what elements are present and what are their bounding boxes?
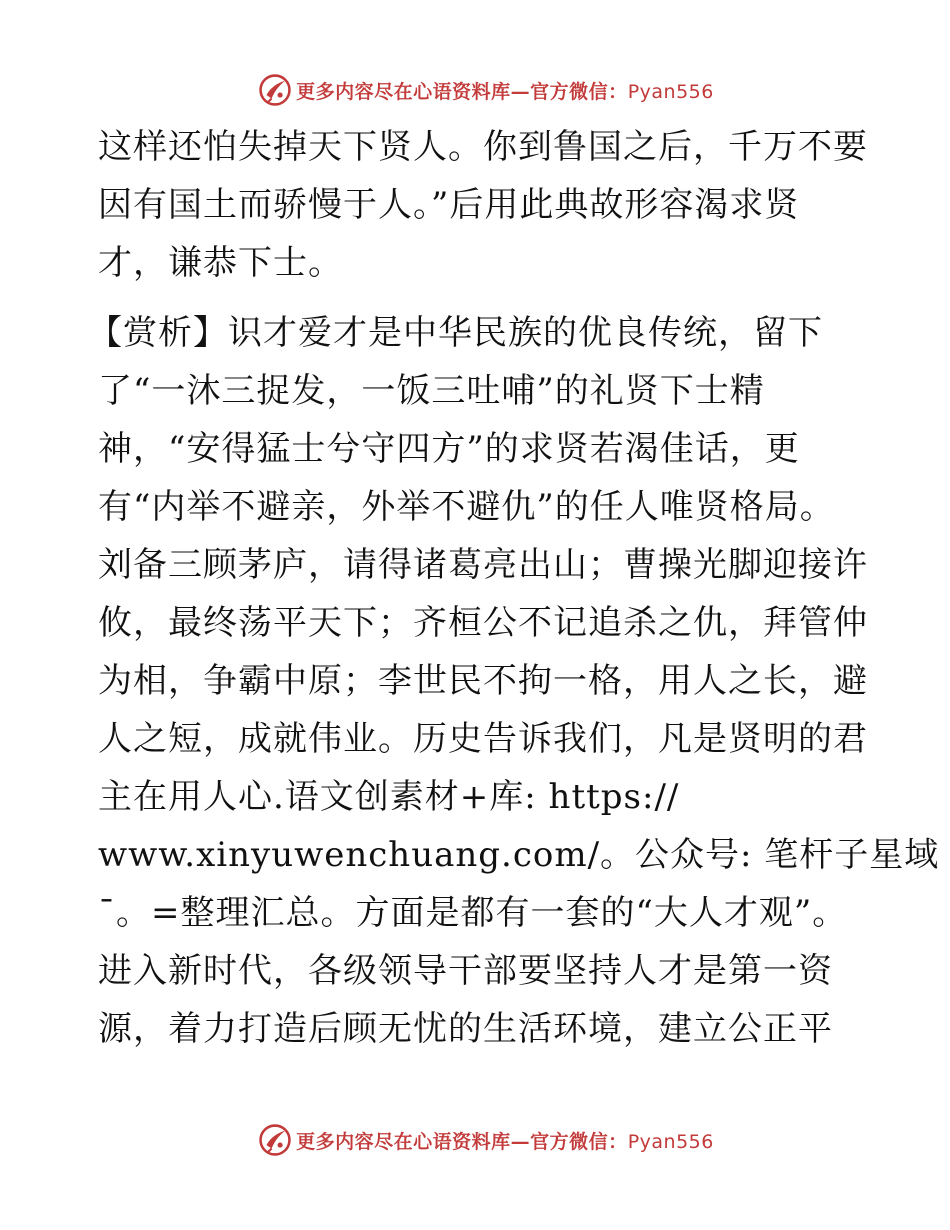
footer-banner (0, 1120, 950, 1160)
text-line: 刘备三顾茅庐，请得诸葛亮出山；曹操光脚迎接许 (98, 545, 868, 585)
text-line: www.xinyuwenchuang.com/。公众号: 笔杆子星域 (98, 835, 940, 875)
logo-icon (258, 1123, 292, 1157)
banner-text (296, 77, 714, 104)
text-line: 这样还怕失掉天下贤人。你到鲁国之后，千万不要 (98, 127, 868, 167)
banner-content (258, 1123, 714, 1157)
paragraph-2 (88, 304, 940, 1058)
text-line: 主在用人心.语文创素材+库: https:// (98, 777, 680, 817)
text-line: 了“一沐三捉发，一饭三吐哺”的礼贤下士精 (98, 371, 765, 411)
document-body (88, 118, 940, 1058)
header-banner (0, 70, 950, 110)
text-line: 神，“安得猛士兮守四方”的求贤若渴佳话，更 (98, 429, 800, 469)
banner-official: 官方微信： (530, 1130, 628, 1153)
paragraph-1 (98, 118, 868, 292)
text-line: ¯。=整理汇总。方面是都有一套的“大人才观”。 (98, 893, 848, 933)
text-line: 源，着力打造后顾无忧的生活环境，建立公正平 (98, 1009, 833, 1049)
text-line: 人之短，成就伟业。历史告诉我们，凡是贤明的君 (98, 719, 868, 759)
paragraph-gap (98, 292, 858, 304)
text-line: 攸，最终荡平天下；齐桓公不记追杀之仇，拜管仲 (98, 603, 868, 643)
banner-separator: — (510, 1130, 531, 1153)
banner-content (258, 73, 714, 107)
banner-account: Pyan556 (627, 80, 714, 103)
logo-icon (258, 73, 292, 107)
text-line: 才，谦恭下士。 (98, 243, 343, 283)
banner-account: Pyan556 (627, 1130, 714, 1153)
banner-main: 更多内容尽在心语资料库 (296, 1130, 511, 1153)
text-line: 因有国土而骄慢于人。”后用此典故形容渴求贤 (98, 185, 800, 225)
text-line: 【赏析】识才爱才是中华民族的优良传统，留下 (88, 313, 823, 353)
banner-main: 更多内容尽在心语资料库 (296, 80, 511, 103)
text-line: 为相，争霸中原；李世民不拘一格，用人之长，避 (98, 661, 868, 701)
banner-separator: — (510, 80, 531, 103)
text-line: 有“内举不避亲，外举不避仇”的任人唯贤格局。 (98, 487, 835, 527)
banner-official: 官方微信： (530, 80, 628, 103)
text-line: 进入新时代，各级领导干部要坚持人才是第一资 (98, 951, 833, 991)
banner-text (296, 1127, 714, 1154)
